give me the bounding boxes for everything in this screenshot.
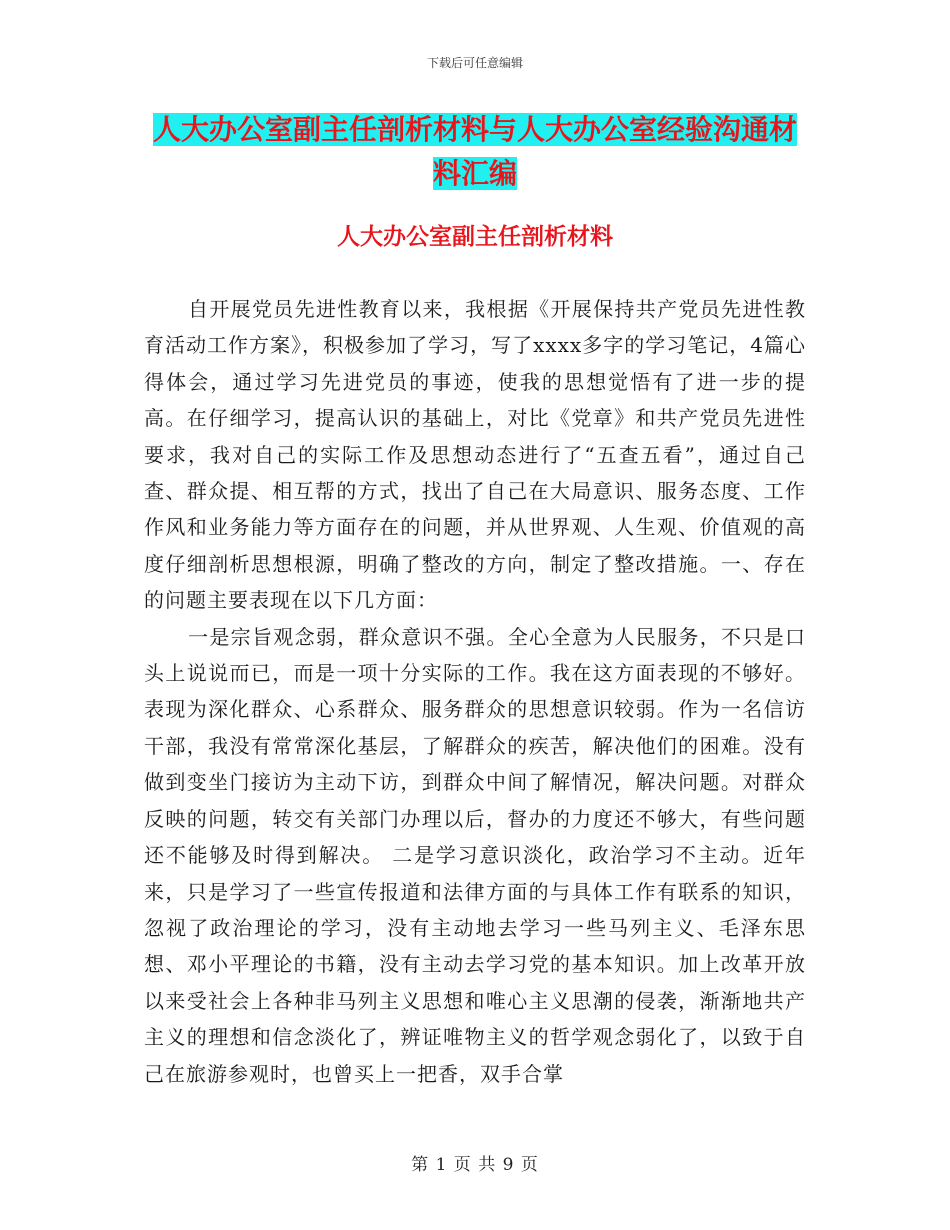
footer-total-pages: 9 xyxy=(502,1155,515,1175)
header-note: 下载后可任意编辑 xyxy=(426,56,523,70)
title-highlight: 料汇编 xyxy=(432,157,517,190)
paragraph-intro: 自开展党员先进性教育以来，我根据《开展保持共产党员先进性教育活动工作方案》，积极参加了学习，写了xxxx多字的学习笔记，4篇心得体会，通过学习先进党员的事迹，使我的思想觉悟有了进一步的提高。在仔细学习，提高认识的基础上，对比《党章》和共产党员先进性要求，我对自己的实际工作及思想动态进行了“五查五看”，通过自己查、群众提、相互帮的方式，找出了自己在大局意识、服务态度、工作作风和业务能力等方面存在的问题，并从世界观、人生观、价值观的高度仔细剖析思想根源，明确了整改的方向，制定了整改措施。一、存在的问题主要表现在以下几方面： xyxy=(144,297,806,613)
footer-label-unit: 页 xyxy=(453,1155,472,1175)
document-body xyxy=(144,291,806,1092)
document-title-line-2 xyxy=(0,156,950,192)
paragraph-problems: 一是宗旨观念弱，群众意识不强。全心全意为人民服务，不只是口头上说说而已，而是一项十分实际的工作。我在这方面表现的不够好。表现为深化群众、心系群众、服务群众的思想意识较弱。作为一名信访干部，我没有常常深化基层，了解群众的疾苦，解决他们的困难。没有做到变坐门接访为主动下访，到群众中间了解情况，解决问题。对群众反映的问题，转交有关部门办理以后，督办的力度还不够大，有些问题还不能够及时得到解决。 二是学习意识淡化，政治学习不主动。近年来，只是学习了一些宣传报道和法律方面的与具体工作有联系的知识，忽视了政治理论的学习，没有主动地去学习一些马列主义、毛泽东思想、邓小平理论的书籍，没有主动去学习党的基本知识。加上改革开放以来受社会上各种非马列主义思想和唯心主义思潮的侵袭，渐渐地共产主义的理想和信念淡化了，辨证唯物主义的哲学观念弱化了，以致于自己在旅游参观时，也曾买上一把香，双手合掌 xyxy=(144,624,806,1086)
section-title: 人大办公室副主任剖析材料 xyxy=(337,223,613,250)
page-footer xyxy=(0,1150,950,1175)
footer-current-page: 1 xyxy=(435,1155,448,1175)
document-title-line-1 xyxy=(0,112,950,148)
footer-label-total: 共 xyxy=(478,1155,497,1175)
title-highlight: 人大办公室副主任剖析材料与人大办公室经验沟通材 xyxy=(152,113,797,146)
footer-label-unit-2: 页 xyxy=(520,1155,539,1175)
footer-label-page: 第 xyxy=(411,1155,430,1175)
